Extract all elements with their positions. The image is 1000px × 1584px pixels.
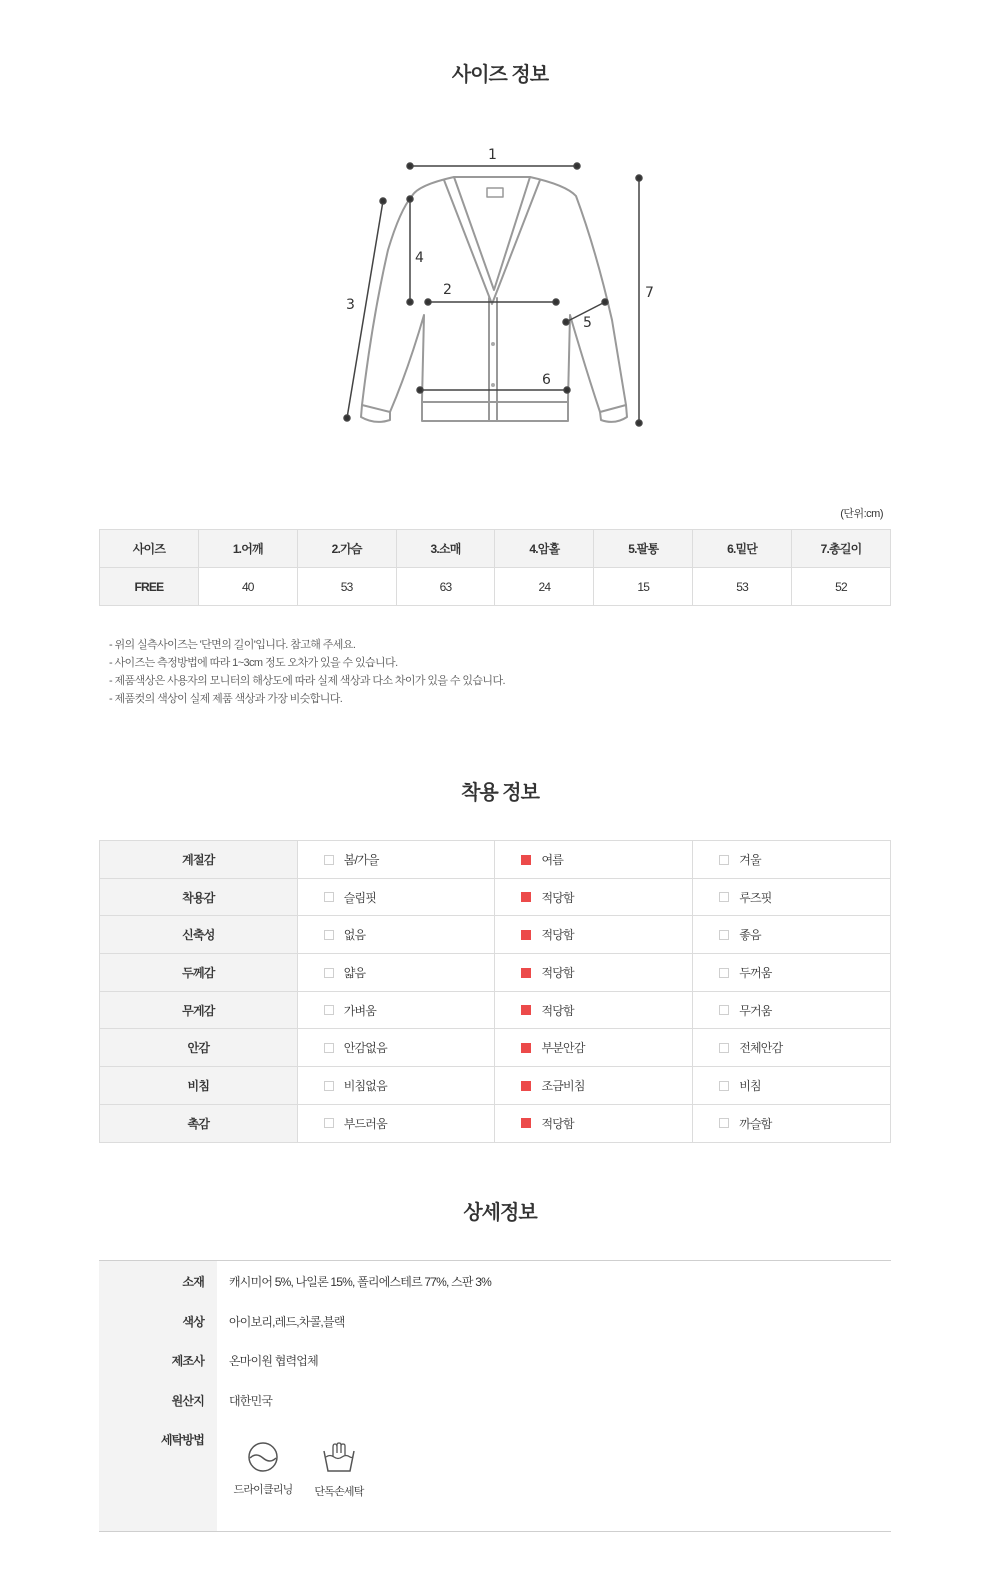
- detail-value: 대한민국: [229, 1394, 273, 1408]
- unchecked-box-icon: [719, 1118, 729, 1128]
- wear-option: [693, 1104, 891, 1142]
- size-table: [99, 529, 891, 606]
- note-line: - 제품색상은 사용자의 모니터의 해상도에 따라 실제 색상과 다소 차이가 있을 수 있습니다.: [109, 675, 505, 687]
- dry-cleaning-icon: [246, 1441, 280, 1473]
- detail-label: 제조사: [171, 1354, 204, 1368]
- wear-option-label: 슬림핏: [343, 890, 377, 905]
- cardigan-size-diagram: [330, 140, 670, 440]
- size-info-title: 사이즈 정보: [451, 64, 549, 86]
- wear-option: [297, 916, 495, 954]
- diagram-label-4: 4: [415, 250, 424, 266]
- wear-option-label: 조금비침: [541, 1078, 585, 1093]
- checked-box-icon: [521, 1081, 531, 1091]
- size-header-cell: 7.총길이: [792, 530, 891, 568]
- unchecked-box-icon: [719, 1005, 729, 1015]
- size-cell: 52: [792, 568, 891, 606]
- wear-option: [495, 916, 693, 954]
- wear-row-label: 두께감: [100, 954, 298, 992]
- diagram-label-6: 6: [542, 372, 551, 388]
- wear-option-label: 가벼움: [343, 1003, 377, 1018]
- wear-option: [297, 1067, 495, 1105]
- unchecked-box-icon: [719, 892, 729, 902]
- wear-option-label: 루즈핏: [739, 890, 772, 905]
- wear-option-label: 안감없음: [343, 1041, 387, 1056]
- size-header-cell: 6.밑단: [693, 530, 792, 568]
- table-row: [100, 841, 891, 879]
- checked-box-icon: [521, 968, 531, 978]
- table-row: [100, 991, 891, 1029]
- wear-option: [693, 1067, 891, 1105]
- wear-option-label: 부분안감: [541, 1041, 585, 1056]
- note-line: - 위의 실측사이즈는 '단면의 길이'입니다. 참고해 주세요.: [109, 639, 356, 651]
- wear-option-label: 부드러움: [343, 1116, 387, 1131]
- size-cell: 53: [297, 568, 396, 606]
- wear-option: [297, 1029, 495, 1067]
- wear-row-label: 착용감: [100, 878, 298, 916]
- detail-info-title: 상세정보: [463, 1202, 537, 1224]
- wear-option: [495, 1029, 693, 1067]
- unchecked-box-icon: [324, 1118, 334, 1128]
- wear-option: [297, 841, 495, 879]
- wash-label: 드라이클리닝: [233, 1484, 293, 1496]
- table-row: [100, 878, 891, 916]
- wear-option-label: 얇음: [343, 965, 366, 980]
- wear-row-label: 안감: [100, 1029, 298, 1067]
- wear-option: [495, 954, 693, 992]
- table-row: [100, 1029, 891, 1067]
- wear-option-label: 겨울: [739, 852, 761, 867]
- size-header-cell: 5.팔통: [594, 530, 693, 568]
- table-row: [100, 1067, 891, 1105]
- wear-option: [495, 878, 693, 916]
- hand-wash-icon: [321, 1441, 357, 1475]
- wear-option-label: 비침: [739, 1078, 761, 1093]
- size-cell: FREE: [100, 568, 199, 606]
- diagram-label-3: 3: [346, 297, 355, 313]
- diagram-label-2: 2: [443, 282, 452, 298]
- wear-option: [693, 1029, 891, 1067]
- checked-box-icon: [521, 1005, 531, 1015]
- wear-option: [693, 991, 891, 1029]
- size-header-cell: 4.암홀: [495, 530, 594, 568]
- wear-option-label: 적당함: [541, 1003, 574, 1018]
- unchecked-box-icon: [719, 855, 729, 865]
- checked-box-icon: [521, 855, 531, 865]
- wear-row-label: 무게감: [100, 991, 298, 1029]
- diagram-label-5: 5: [583, 315, 592, 331]
- wear-option-label: 봄/가을: [343, 852, 379, 867]
- size-cell: 24: [495, 568, 594, 606]
- unchecked-box-icon: [324, 930, 334, 940]
- unchecked-box-icon: [324, 1081, 334, 1091]
- size-cell: 40: [198, 568, 297, 606]
- unchecked-box-icon: [719, 930, 729, 940]
- wash-item-dry: [228, 1441, 298, 1497]
- size-header-cell: 사이즈: [100, 530, 199, 568]
- size-header-cell: 1.어깨: [198, 530, 297, 568]
- unchecked-box-icon: [719, 1081, 729, 1091]
- diagram-label-7: 7: [645, 285, 654, 301]
- table-row: [100, 954, 891, 992]
- wear-option: [495, 991, 693, 1029]
- wear-row-label: 신축성: [100, 916, 298, 954]
- unchecked-box-icon: [324, 855, 334, 865]
- wear-option: [495, 841, 693, 879]
- wear-option-label: 전체안감: [739, 1041, 783, 1056]
- diagram-label-1: 1: [488, 147, 497, 163]
- wear-option: [495, 1067, 693, 1105]
- detail-label: 세탁방법: [160, 1433, 204, 1447]
- checked-box-icon: [521, 930, 531, 940]
- unchecked-box-icon: [324, 892, 334, 902]
- wear-option-label: 적당함: [541, 1116, 574, 1131]
- wash-label: 단독손세탁: [314, 1486, 364, 1498]
- unit-label: (단위:cm): [840, 508, 883, 520]
- table-row: [100, 568, 891, 606]
- size-notes: [109, 636, 505, 708]
- wear-option-label: 두꺼움: [739, 965, 772, 980]
- wear-option: [297, 991, 495, 1029]
- wear-option: [693, 878, 891, 916]
- detail-value: 아이보리,레드,차콜,블랙: [229, 1315, 345, 1329]
- wash-item-hand: [304, 1441, 374, 1499]
- wear-row-label: 계절감: [100, 841, 298, 879]
- table-row: [100, 1104, 891, 1142]
- detail-value: 캐시미어 5%, 나일론 15%, 폴리에스테르 77%, 스판 3%: [229, 1275, 491, 1289]
- checked-box-icon: [521, 892, 531, 902]
- wear-option-label: 여름: [541, 852, 564, 867]
- checked-box-icon: [521, 1118, 531, 1128]
- checked-box-icon: [521, 1043, 531, 1053]
- wear-table: [99, 840, 891, 1143]
- note-line: - 제품컷의 색상이 실제 제품 색상과 가장 비슷합니다.: [109, 693, 343, 705]
- wear-row-label: 촉감: [100, 1104, 298, 1142]
- size-cell: 53: [693, 568, 792, 606]
- detail-label: 색상: [182, 1315, 204, 1329]
- size-table-header: [100, 530, 891, 568]
- unchecked-box-icon: [324, 1005, 334, 1015]
- wear-option: [297, 1104, 495, 1142]
- size-cell: 63: [396, 568, 495, 606]
- wear-option: [297, 954, 495, 992]
- wear-option: [297, 878, 495, 916]
- note-line: - 사이즈는 측정방법에 따라 1~3cm 정도 오차가 있을 수 있습니다.: [109, 657, 398, 669]
- detail-label: 원산지: [171, 1394, 204, 1408]
- wear-option-label: 적당함: [541, 890, 574, 905]
- wear-option-label: 까슬함: [739, 1116, 772, 1131]
- unchecked-box-icon: [719, 1043, 729, 1053]
- wear-option: [693, 841, 891, 879]
- table-row: [100, 916, 891, 954]
- wear-option: [693, 916, 891, 954]
- size-header-cell: 3.소매: [396, 530, 495, 568]
- wear-option-label: 좋음: [739, 928, 761, 943]
- wear-option-label: 없음: [343, 928, 366, 943]
- detail-label: 소재: [182, 1275, 204, 1289]
- unchecked-box-icon: [719, 968, 729, 978]
- wear-option-label: 적당함: [541, 928, 574, 943]
- wear-option: [693, 954, 891, 992]
- wear-option: [495, 1104, 693, 1142]
- size-cell: 15: [594, 568, 693, 606]
- wear-option-label: 무거움: [739, 1003, 772, 1018]
- wear-option-label: 비침없음: [343, 1078, 387, 1093]
- unchecked-box-icon: [324, 1043, 334, 1053]
- detail-table: [99, 1260, 891, 1532]
- wear-row-label: 비침: [100, 1067, 298, 1105]
- size-header-cell: 2.가슴: [297, 530, 396, 568]
- wear-option-label: 적당함: [541, 965, 574, 980]
- unchecked-box-icon: [324, 968, 334, 978]
- wear-info-title: 착용 정보: [461, 782, 539, 804]
- detail-value: 온마이원 협력업체: [229, 1354, 318, 1368]
